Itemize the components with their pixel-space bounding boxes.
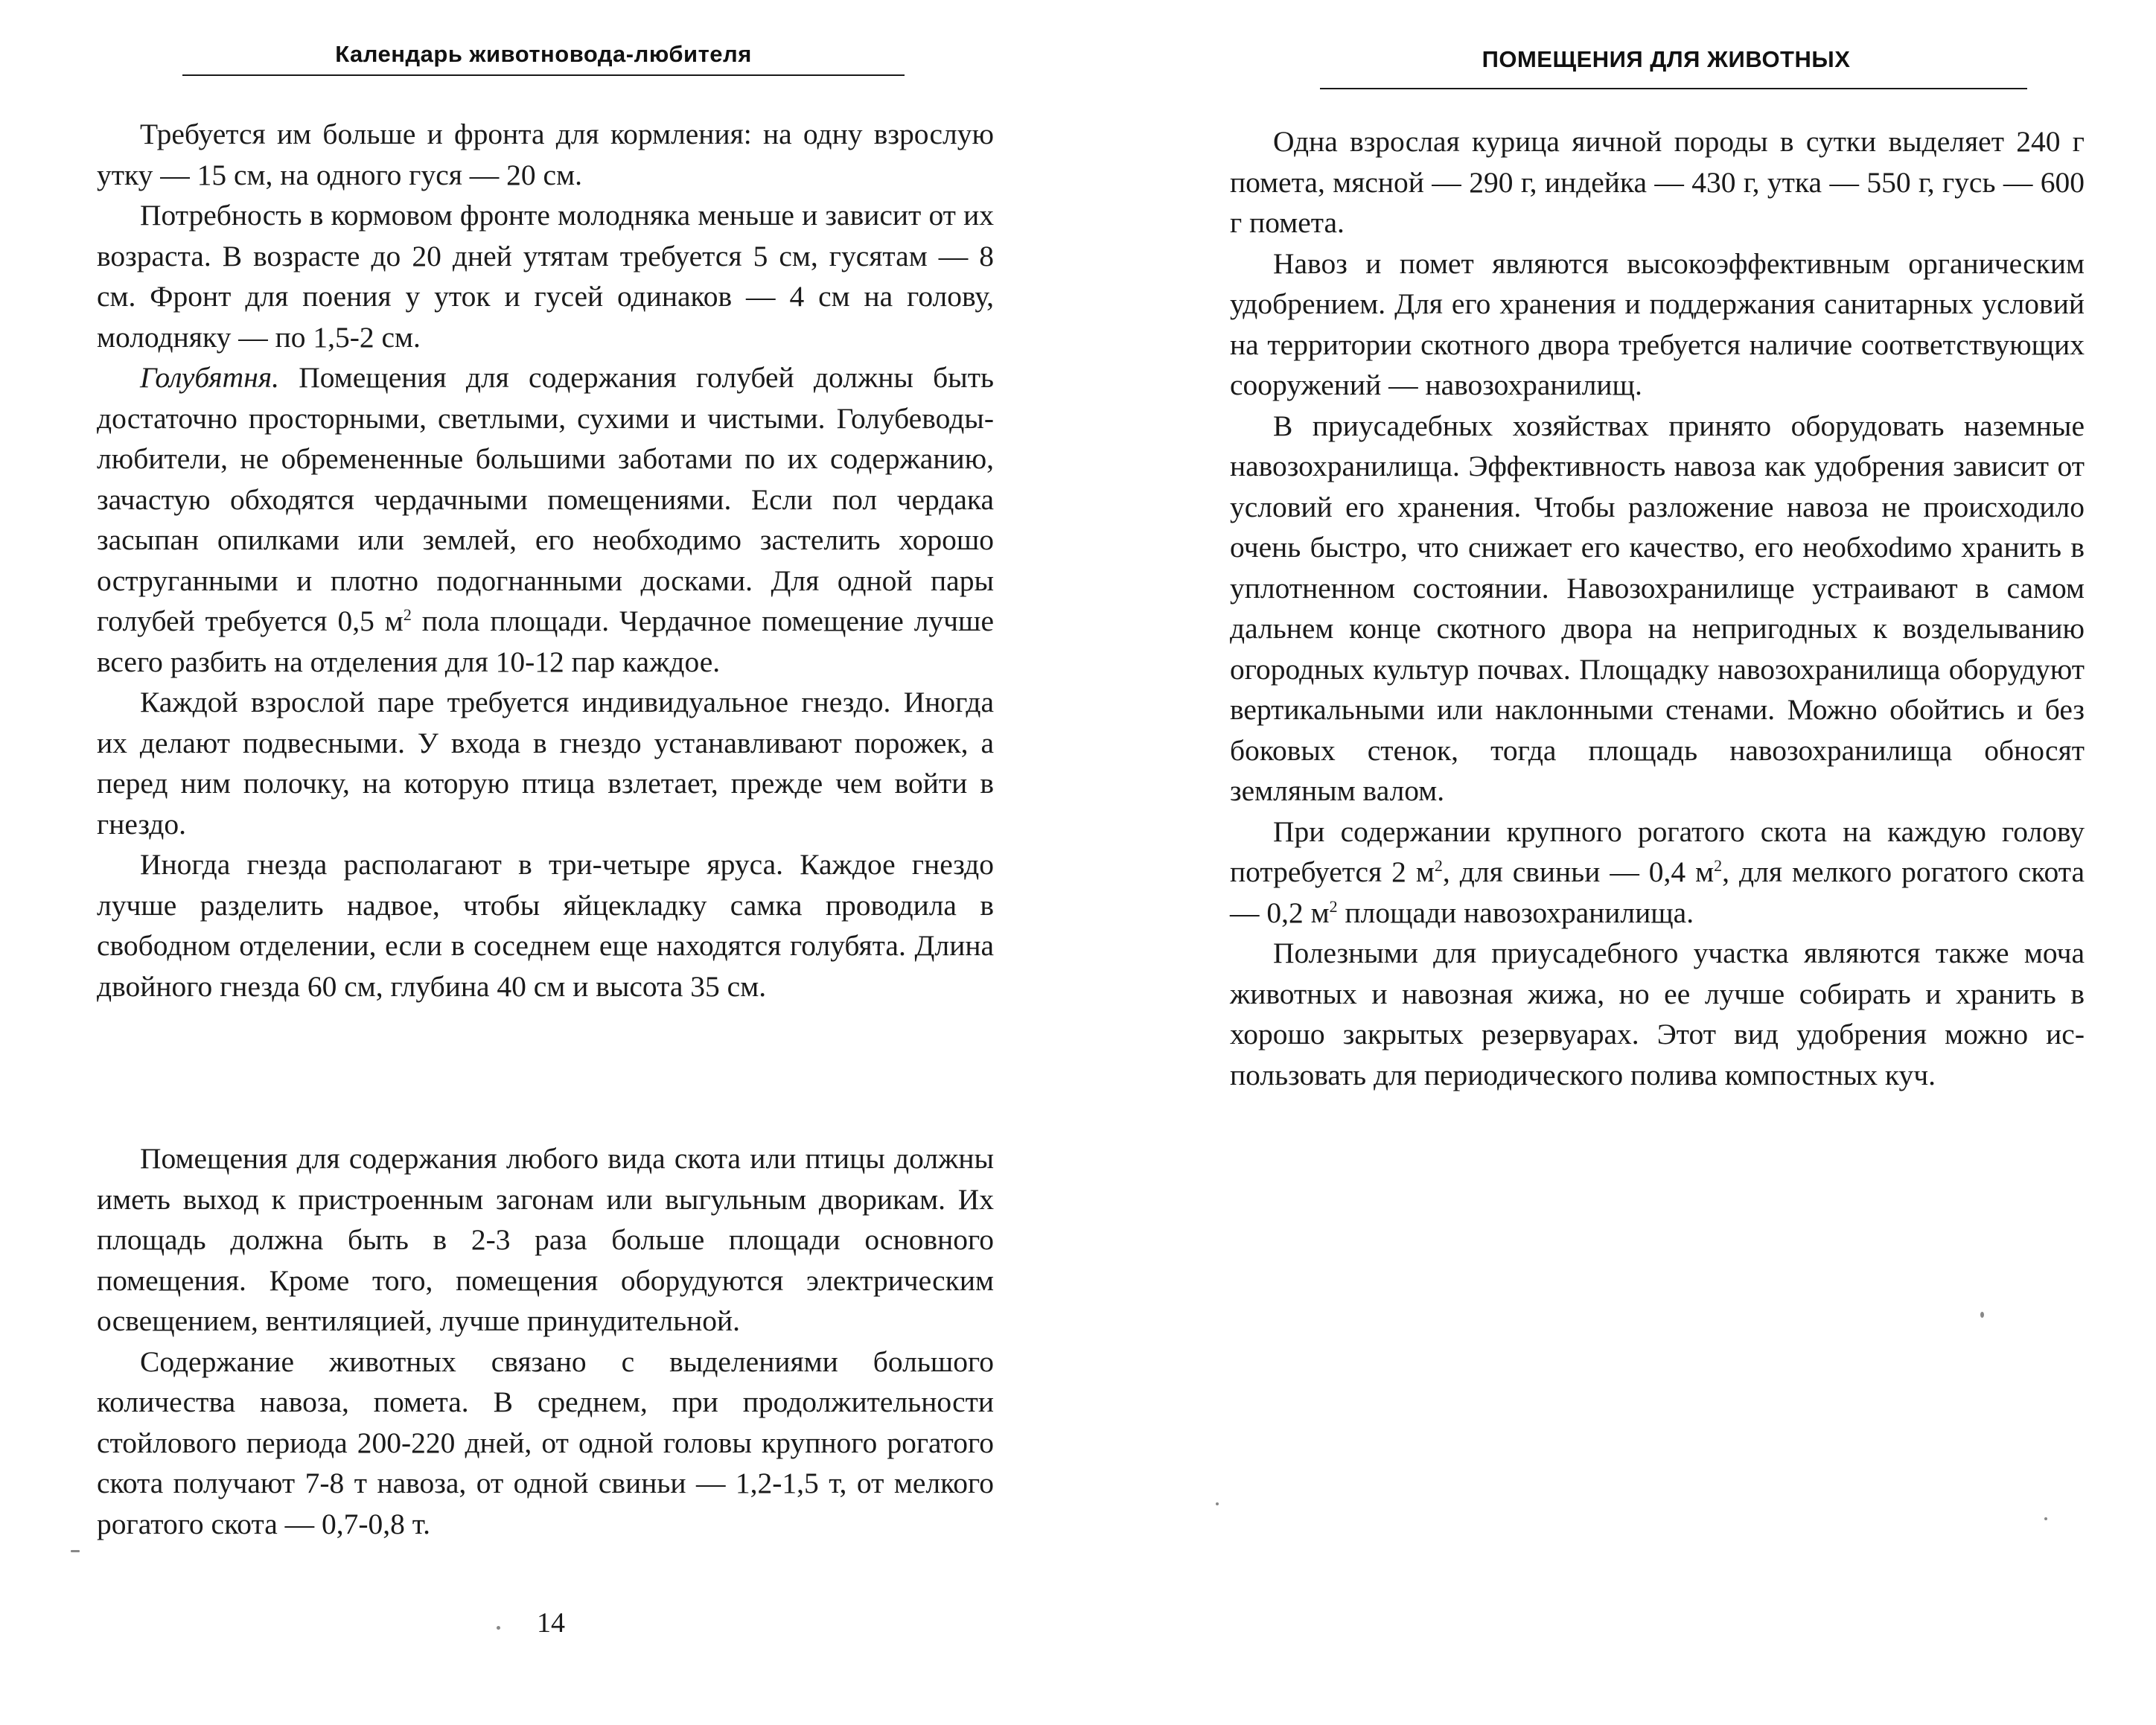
- dovecote-lead: Голубятня.: [140, 361, 280, 394]
- paragraph: Содержание животных связано с выделениями большого количества навоза, помета. В среднем, при продолжительности стойлового периода 200-220 дней, от одной головы крупного рогатого скота получают 7-8 т навоза, от одной свиньи — 1,2-1,5 т, от мелкого рогатого скота — 0,7-0,8 т.: [97, 1345, 994, 1540]
- paragraph: Требуется им больше и фронта для кормления: на одну взрослую утку — 15 см, на одного гуся — 20 см.: [97, 118, 994, 191]
- paragraph: Потребность в кормовом фронте молодняка меньше и зависит от их возраста. В возрасте до 20 дней утятам требуется 5 см, гусятам — 8 см. Фронт для поения у уток и гусей одинаков — 4 см на голову, молодняку — по 1,5-2 см.: [97, 199, 994, 354]
- paragraph: Иногда гнезда располагают в три-четыре яруса. Каждое гнездо лучше разделить надвое, чтобы яйцекладку самка проводила в свободном отделении, если в соседнем еще находятся голубята. Длина двойного гнезда 60 см, глубина 40 см и высота 35 см.: [97, 848, 994, 1003]
- left-text-block-bottom: [97, 1138, 994, 1544]
- left-text-block-top: [97, 114, 994, 1007]
- scan-speck: [71, 1550, 80, 1552]
- paragraph: Полезными для приусадебного участка являются также моча животных и навозная жижа, но ее лучше собирать и хранить в хорошо закрытых резервуарах. Этот вид удобрения можно использовать для периодического полива компостных куч.: [1230, 937, 2085, 1091]
- cattle-text: , для мелкого рогатого скота — 0,2 м: [1230, 855, 2085, 929]
- running-head-left: Календарь животновода-любителя: [335, 41, 752, 67]
- running-head-rule-right: [1320, 88, 2027, 89]
- superscript: 2: [1329, 896, 1338, 916]
- paragraph: Помещения для содержания любого вида скота или птицы должны иметь выход к пристроенным загонам или выгульным дворикам. Их площадь должна быть в 2-3 раза больше площади основного помещения. Кроме того, помещения оборудуются электрическим освещением, вентиляцией, лучше принудительной.: [97, 1142, 994, 1337]
- running-head-right: ПОМЕЩЕНИЯ ДЛЯ ЖИВОТНЫХ: [1482, 46, 1851, 72]
- superscript: 2: [1434, 855, 1443, 875]
- right-text-block: [1230, 121, 2085, 1095]
- running-head-rule-left: [182, 74, 905, 76]
- superscript: 2: [403, 605, 412, 624]
- dovecote-text-end: пола площади. Чердачное помещение лучше всего разбить на отделения для 10-12 пар каждое.: [97, 605, 994, 678]
- cattle-text: При содержании крупного рогатого скота на каждую голову потребуется 2 м: [1230, 814, 2085, 888]
- scan-speck: [497, 1626, 500, 1630]
- scan-speck: [2044, 1517, 2047, 1520]
- paragraph: Каждой взрослой паре требуется индивидуальное гнездо. Иногда их делают подвесными. У входа в гнездо устанавливают порожек, а перед ним полочку, на которую птица взлетает, прежде чем войти в гнездо.: [97, 686, 994, 841]
- paragraph: В приусадебных хозяйствах принято оборудовать наземные навозохранилища. Эффективность навоза как удобрения зависит от условий его хранения. Чтобы разложение навоза не происходило очень быстро, что снижает его качество, его необхоdимо хранить в уплотненном состоянии. Навозохранилище устраивают в самом дальнем конце скотного двора на непригодных к возделыванию огородных культур почвах. Площадку навозохранилища оборудуют вертикальными или наклонными стенами. Можно обойтись и без боковых стенок, тогда площадь навозохранилища обносят земляным валом.: [1230, 409, 2085, 807]
- scan-speck: [1980, 1312, 1984, 1318]
- paragraph: Навоз и помет являются высокоэффективным органическим удобрением. Для его хранения и поддержания санитарных условий на территории скотного двора требуется наличие соответствующих сооружений — навозохранилищ.: [1230, 246, 2085, 401]
- dovecote-text: Помещения для содержания голубей должны быть достаточно просторными, светлыми, сухими и чистыми. Голубеводы-любители, не обремененные большими заботами по их содержанию, зачастую обходятся чердачными помещениями. Если пол чердака засыпан опилками или землей, его необходимо застелить хорошо оструганными и плотно подогнанными досками. Для одной пары голубей требуется 0,5 м: [97, 361, 994, 637]
- scan-speck: [1216, 1502, 1219, 1505]
- paragraph-dovecote: [97, 357, 994, 682]
- cattle-text: , для свиньи — 0,4 м: [1442, 855, 1715, 888]
- page-number: 14: [537, 1607, 565, 1639]
- superscript: 2: [1714, 855, 1723, 875]
- paragraph-cattle: [1230, 812, 2085, 934]
- cattle-text: площади навозохранилища.: [1337, 896, 1694, 929]
- right-page: [1078, 0, 2156, 1725]
- paragraph: Одна взрослая курица яичной породы в сутки выделяет 240 г помета, мясной — 290 г, индейка — 430 г, утка — 550 г, гусь — 600 г помета.: [1230, 125, 2085, 239]
